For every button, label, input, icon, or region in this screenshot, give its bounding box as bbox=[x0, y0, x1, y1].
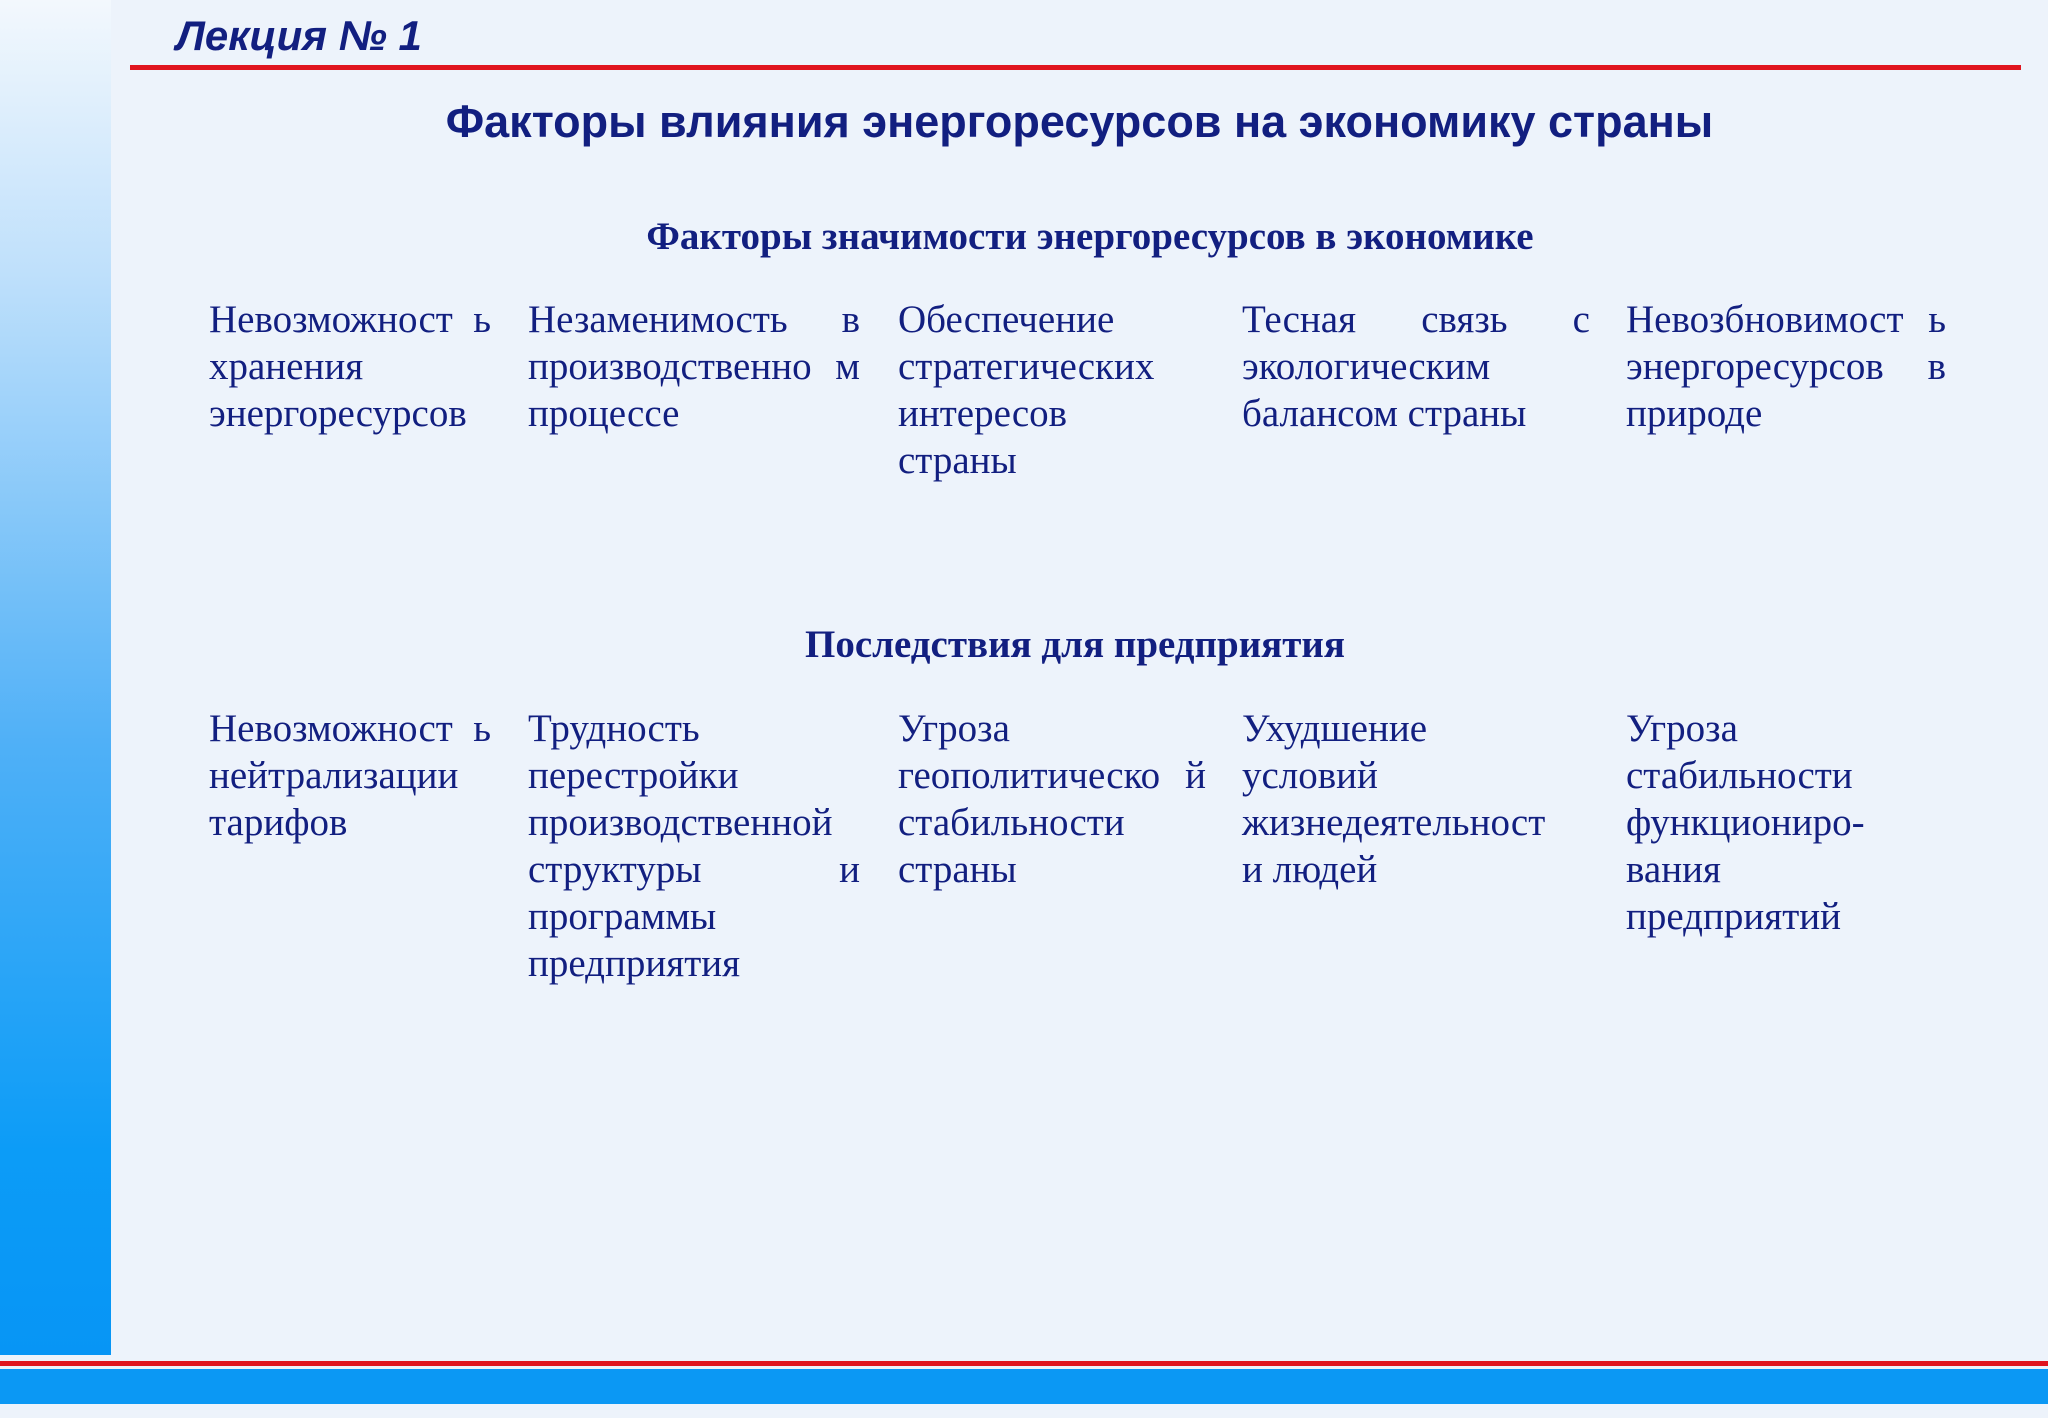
consequence-item: Угроза стабильности функциониро-вания предприятий bbox=[1626, 707, 1865, 938]
side-decoration-bar bbox=[0, 0, 111, 1355]
consequence-item: Ухудшение условий жизнедеятельност и людей bbox=[1242, 707, 1546, 891]
factor-item: Незаменимость в производственно м процессе bbox=[528, 298, 860, 435]
factors-heading: Факторы значимости энергоресурсов в экономике bbox=[646, 215, 1534, 258]
page-title: Факторы влияния энергоресурсов на экономику страны bbox=[445, 96, 1714, 147]
consequence-item: Угроза геополитическо й стабильности страны bbox=[898, 707, 1206, 891]
factor-item: Обеспечение стратегических интересов страны bbox=[898, 298, 1155, 482]
header-divider bbox=[130, 65, 2021, 70]
footer-bar bbox=[0, 1369, 2048, 1404]
lecture-label: Лекция № 1 bbox=[176, 12, 422, 59]
factor-item: Невозбновимост ь энергоресурсов в природе bbox=[1626, 298, 1946, 435]
footer-divider bbox=[0, 1361, 2048, 1366]
consequence-item: Трудность перестройки производственной структуры и программы предприятия bbox=[528, 707, 860, 985]
consequences-heading: Последствия для предприятия bbox=[804, 623, 1345, 666]
consequence-item: Невозможност ь нейтрализации тарифов bbox=[209, 707, 491, 844]
factor-item: Невозможност ь хранения энергоресурсов bbox=[209, 298, 491, 435]
factor-item: Тесная связь с экологическим балансом страны bbox=[1242, 298, 1590, 435]
